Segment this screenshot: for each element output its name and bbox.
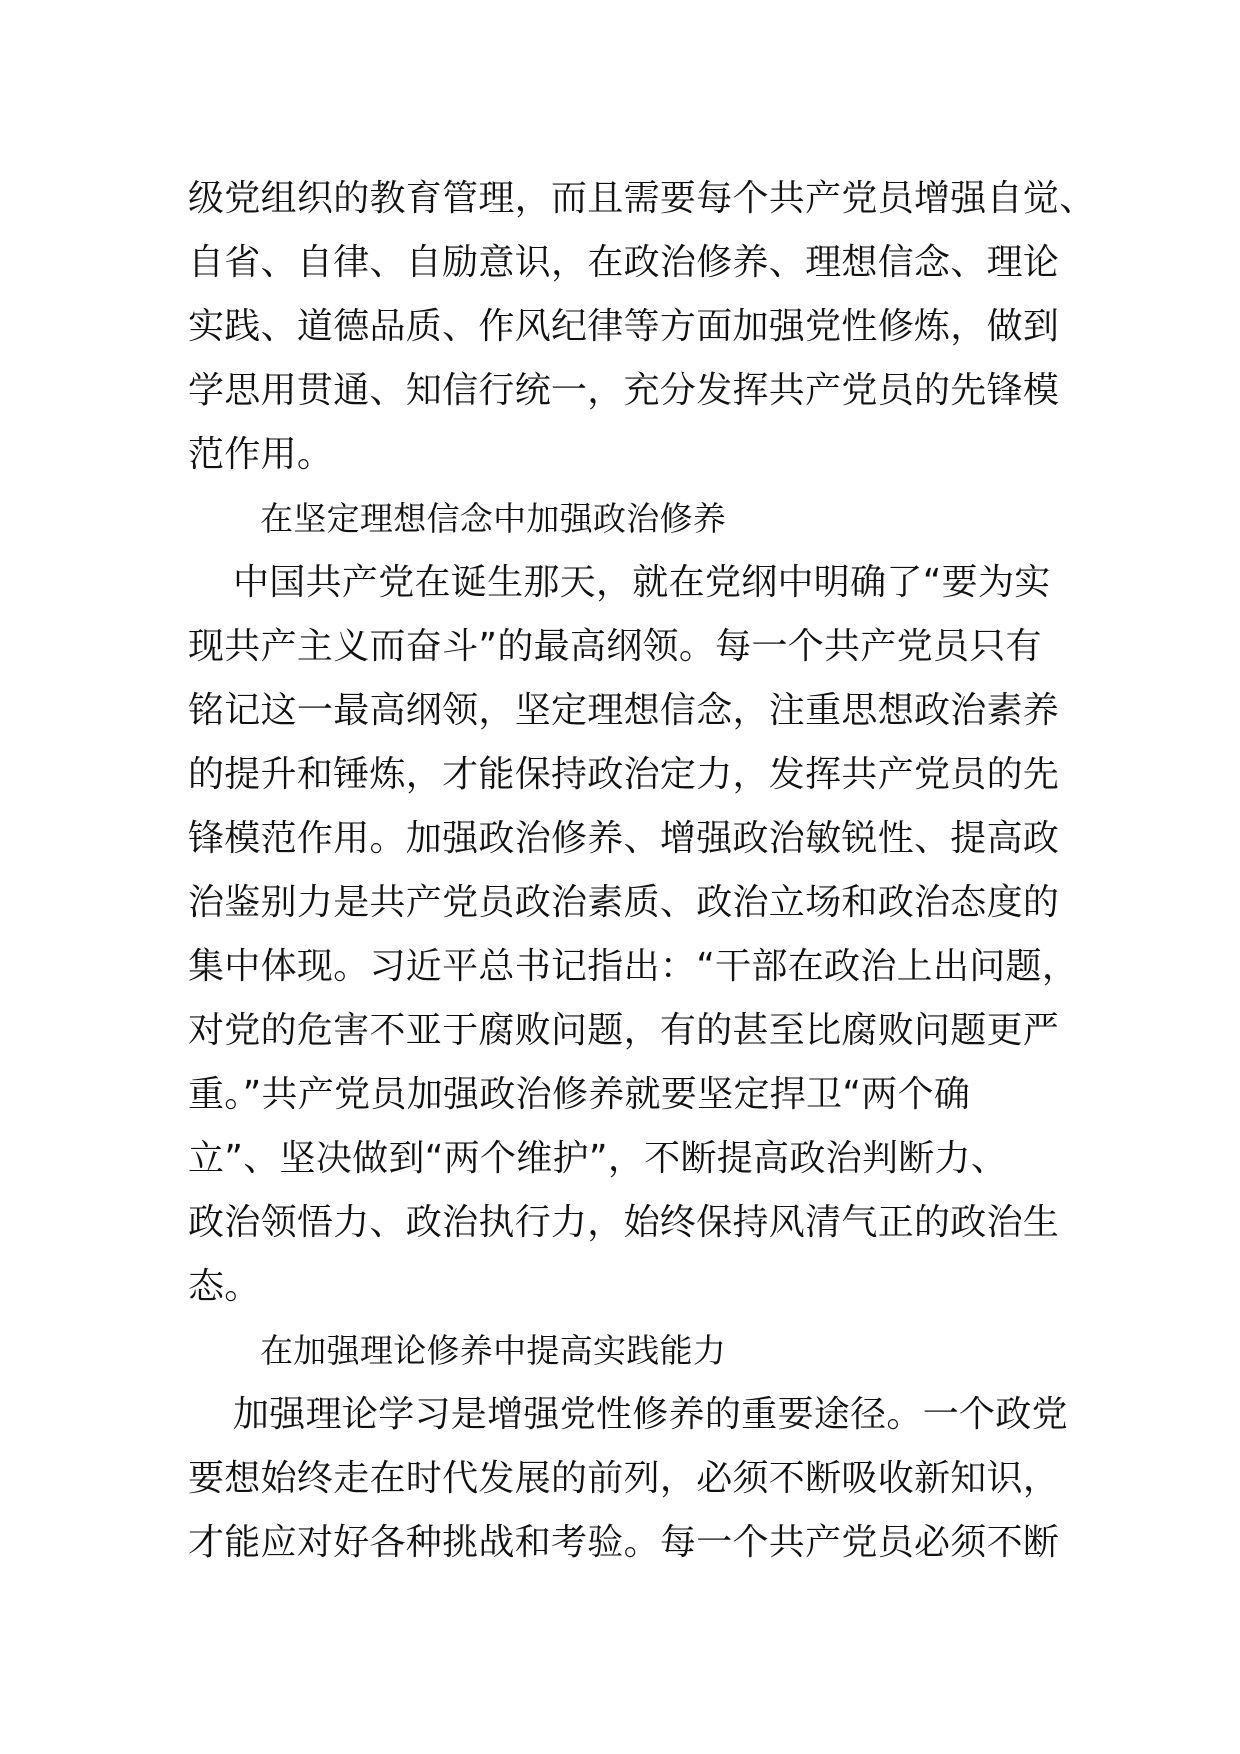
text-line: 锋模范作用。加强政治修养、增强政治敏锐性、提高政 xyxy=(188,818,1060,859)
text-line: 现共产主义而奋斗”的最高纲领。每一个共产党员只有 xyxy=(188,626,1042,667)
text-line: 铭记这一最高纲领，坚定理想信念，注重思想政治素养 xyxy=(188,690,1060,731)
text-line: 重。”共产党员加强政治修养就要坚定捍卫“两个确 xyxy=(188,1074,971,1115)
text-line: 加强理论学习是增强党性修养的重要途径。一个政党 xyxy=(233,1394,1068,1435)
text-line: 自省、自律、自励意识，在政治修养、理想信念、理论 xyxy=(188,242,1060,283)
section-heading: 在加强理论修养中提高实践能力 xyxy=(260,1331,727,1370)
text-line: 要想始终走在时代发展的前列，必须不断吸收新知识， xyxy=(188,1458,1060,1499)
text-line: 政治领悟力、政治执行力，始终保持风清气正的政治生 xyxy=(188,1202,1060,1243)
text-line: 范作用。 xyxy=(188,434,334,475)
text-line: 的提升和锤炼，才能保持政治定力，发挥共产党员的先 xyxy=(188,754,1060,795)
text-line: 对党的危害不亚于腐败问题，有的甚至比腐败问题更严 xyxy=(188,1010,1060,1051)
document-body xyxy=(188,167,1096,1575)
text-line: 立”、坚决做到“两个维护”，不断提高政治判断力、 xyxy=(188,1138,1008,1179)
text-line: 集中体现。习近平总书记指出：“干部在政治上出问题， xyxy=(188,946,1079,987)
text-line: 治鉴别力是共产党员政治素质、政治立场和政治态度的 xyxy=(188,882,1060,923)
text-line: 才能应对好各种挑战和考验。每一个共产党员必须不断 xyxy=(188,1522,1060,1563)
text-line: 中国共产党在诞生那天，就在党纲中明确了“要为实 xyxy=(233,562,1051,603)
text-line: 学思用贯通、知信行统一，充分发挥共产党员的先锋模 xyxy=(188,370,1060,411)
section-heading: 在坚定理想信念中加强政治修养 xyxy=(260,499,727,538)
text-line: 态。 xyxy=(188,1266,261,1307)
text-line: 实践、道德品质、作风纪律等方面加强党性修炼，做到 xyxy=(188,306,1060,347)
text-line: 级党组织的教育管理，而且需要每个共产党员增强自觉、 xyxy=(188,178,1096,219)
